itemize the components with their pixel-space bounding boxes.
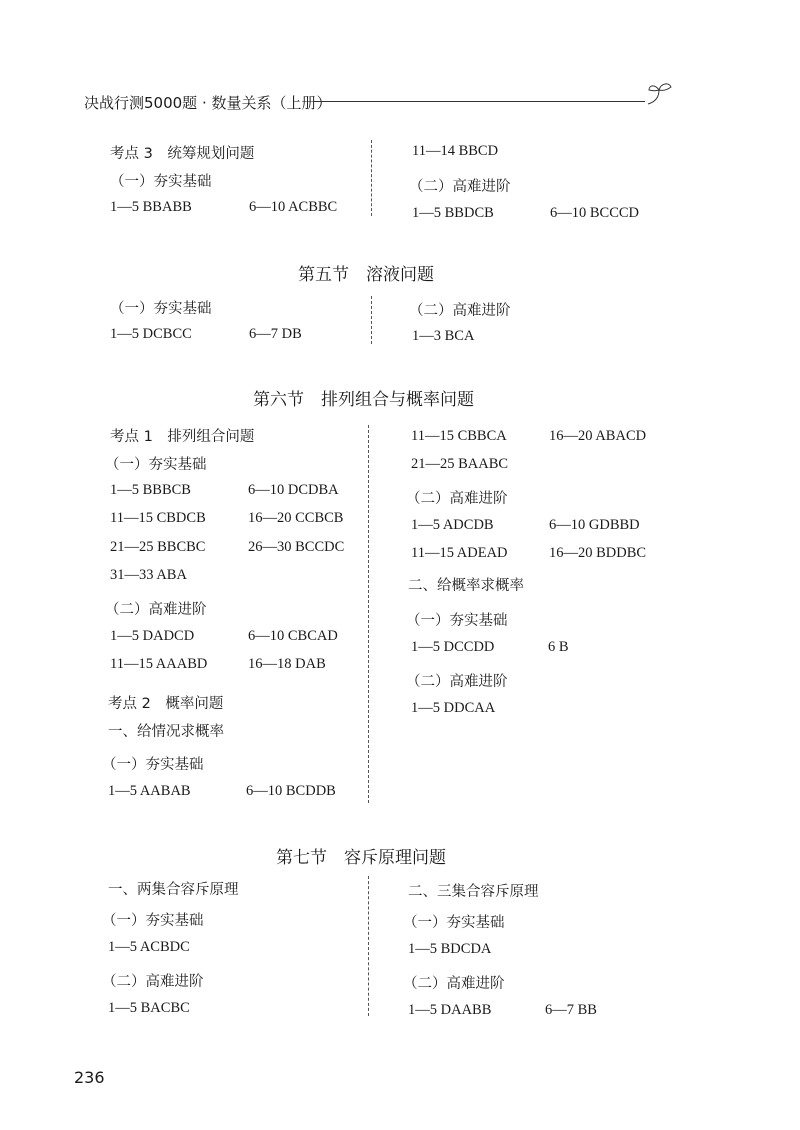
page-number: 236 [74,1068,105,1087]
sprout-leaf-icon [645,78,675,108]
answer-range: 6 B [548,639,569,655]
answer-range: 21—25 BBCBC [110,539,206,555]
answer-range: 1—3 BCA [412,328,475,344]
answer-range: 6—10 ACBBC [249,199,338,215]
basic-label: （一）夯实基础 [406,613,508,629]
answer-range: 1—5 BACBC [108,1000,190,1016]
answer-range: 11—15 CBDCB [110,510,206,526]
kaodian-1-heading: 考点 1 排列组合问题 [110,429,255,445]
answer-range: 1—5 DCBCC [110,326,192,342]
section-5-title: 第五节 溶液问题 [298,265,434,285]
subsection-heading: 二、给概率求概率 [408,578,524,594]
advanced-label: （二）高难进阶 [409,179,511,195]
answer-range: 6—10 BCCCD [550,205,640,221]
running-header-title: 决战行测5000题 · 数量关系（上册） [84,94,332,112]
subsection-heading: 一、两集合容斥原理 [108,882,239,898]
answer-range: 31—33 ABA [110,567,187,583]
basic-label: （一）夯实基础 [110,301,212,317]
answer-range: 6—10 CBCAD [248,628,338,644]
column-divider [368,876,369,1016]
column-divider [368,425,369,803]
answer-range: 1—5 BDCDA [408,941,492,957]
answer-range: 11—15 CBBCA [411,428,507,444]
advanced-label: （二）高难进阶 [102,974,204,990]
kaodian-2-heading: 考点 2 概率问题 [108,696,224,712]
basic-label: （一）夯实基础 [102,913,204,929]
advanced-label: （二）高难进阶 [406,491,508,507]
basic-label: （一）夯实基础 [105,457,207,473]
answer-range: 26—30 BCCDC [248,539,345,555]
answer-range: 16—20 CCBCB [248,510,344,526]
answer-range: 11—15 ADEAD [411,545,508,561]
advanced-label: （二）高难进阶 [406,674,508,690]
answer-range: 16—18 DAB [248,656,326,672]
advanced-label: （二）高难进阶 [105,602,207,618]
column-divider [371,140,372,216]
answer-range: 1—5 BBDCB [412,205,494,221]
subsection-heading: 二、三集合容斥原理 [408,884,539,900]
answer-range: 6—7 BB [545,1002,597,1018]
answer-range: 1—5 DAABB [408,1002,492,1018]
answer-range: 11—14 BBCD [412,143,499,159]
answer-range: 1—5 DCCDD [411,639,495,655]
kaodian-3-heading: 考点 3 统筹规划问题 [110,146,255,162]
answer-range: 1—5 ACBDC [108,939,190,955]
answer-range: 6—10 DCDBA [248,482,339,498]
section-6-title: 第六节 排列组合与概率问题 [253,390,474,410]
answer-range: 1—5 DADCD [110,628,195,644]
answer-range: 1—5 BBBCB [110,482,191,498]
answer-range: 1—5 AABAB [108,783,191,799]
subsection-heading: 一、给情况求概率 [108,724,224,740]
basic-label: （一）夯实基础 [403,915,505,931]
advanced-label: （二）高难进阶 [409,303,511,319]
answer-range: 16—20 ABACD [549,428,647,444]
answer-range: 16—20 BDDBC [549,545,647,561]
answer-range: 11—15 AAABD [110,656,208,672]
answer-range: 1—5 ADCDB [411,517,494,533]
answer-range: 1—5 BBABB [110,199,192,215]
answer-range: 6—10 BCDDB [246,783,336,799]
advanced-label: （二）高难进阶 [403,976,505,992]
header-rule [313,101,645,102]
answer-range: 6—7 DB [249,326,302,342]
basic-label: （一）夯实基础 [102,757,204,773]
answer-range: 6—10 GDBBD [549,517,640,533]
answer-range: 1—5 DDCAA [411,700,496,716]
section-7-title: 第七节 容斥原理问题 [276,848,446,868]
answer-range: 21—25 BAABC [411,456,509,472]
basic-label: （一）夯实基础 [110,174,212,190]
column-divider [371,296,372,344]
